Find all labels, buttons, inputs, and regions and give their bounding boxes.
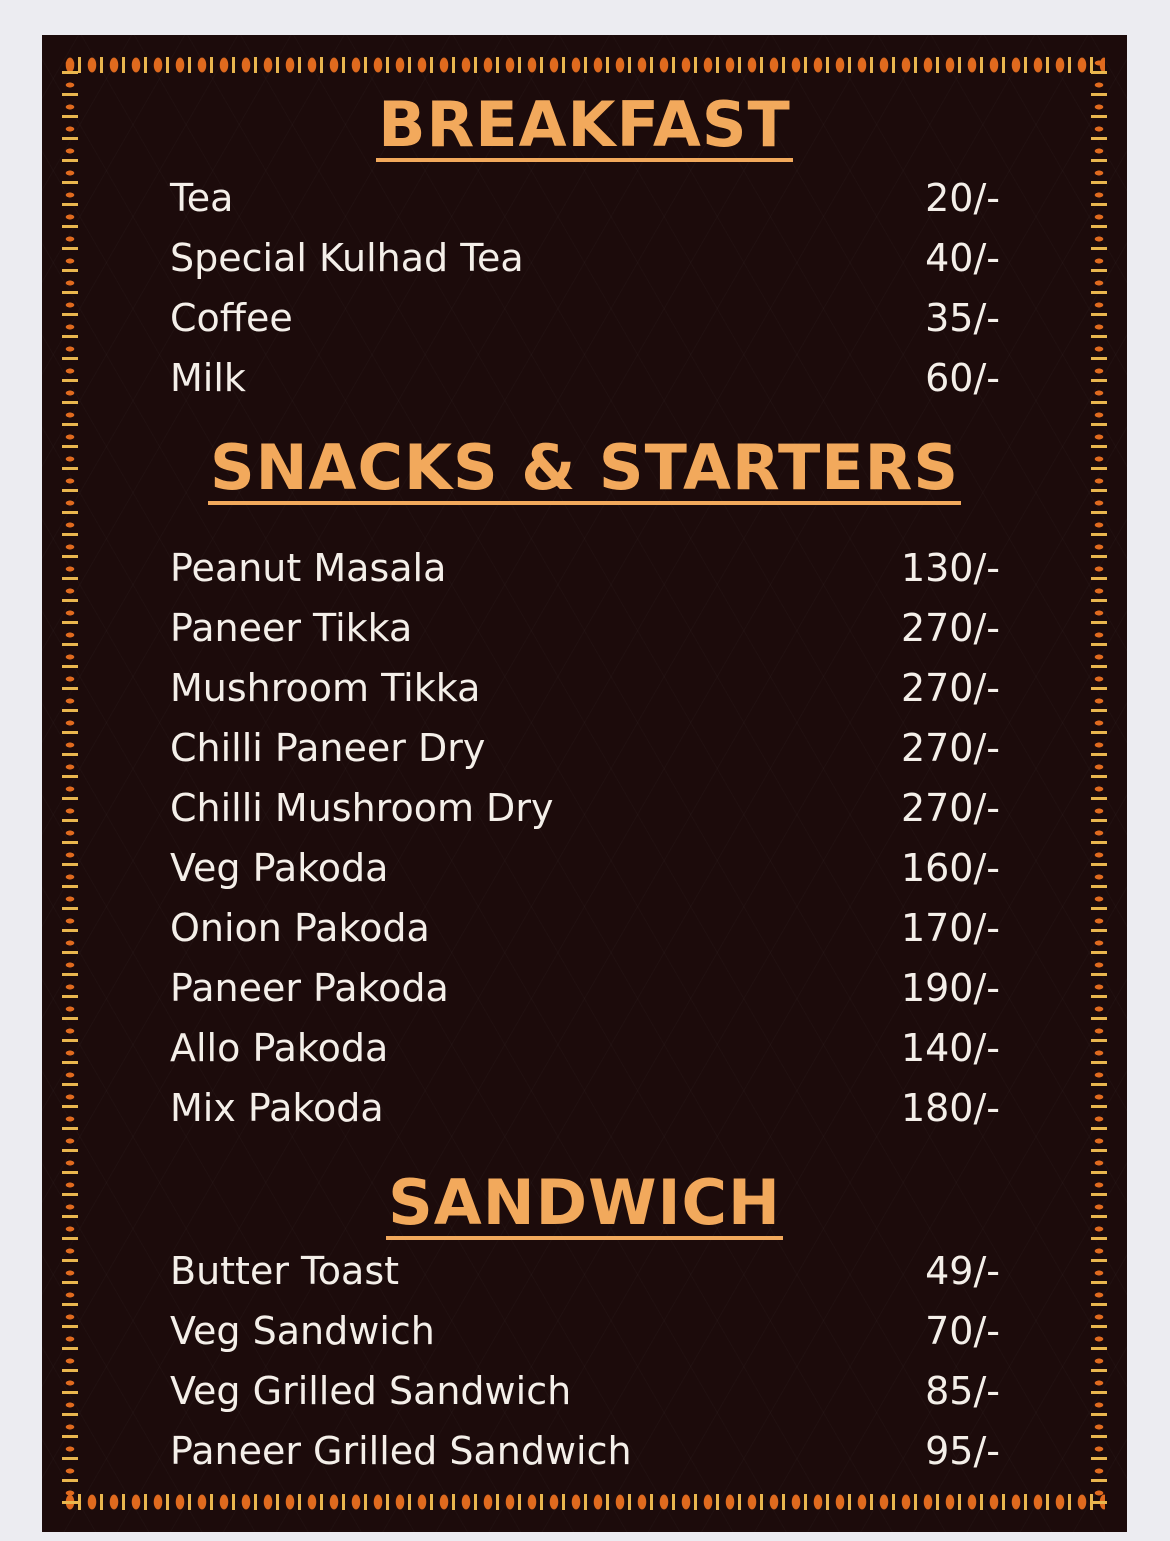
decorative-border-left — [62, 57, 78, 1510]
item-name: Veg Sandwich — [170, 1309, 435, 1353]
item-name: Paneer Tikka — [170, 606, 413, 650]
menu-item — [170, 898, 1000, 958]
section-title-snacks — [42, 433, 1127, 505]
item-name: Milk — [170, 356, 246, 400]
item-price: 140/- — [900, 1026, 1000, 1070]
section-title-snacks-text: SNACKS & STARTERS — [209, 431, 960, 504]
menu-item — [170, 168, 1000, 228]
item-name: Chilli Paneer Dry — [170, 726, 486, 770]
item-name: Onion Pakoda — [170, 906, 430, 950]
item-price: 35/- — [925, 296, 1000, 340]
item-name: Mushroom Tikka — [170, 666, 481, 710]
item-name: Special Kulhad Tea — [170, 236, 524, 280]
item-price: 70/- — [925, 1309, 1000, 1353]
menu-item — [170, 538, 1000, 598]
section-title-breakfast — [42, 90, 1127, 162]
menu-item — [170, 658, 1000, 718]
item-price: 190/- — [900, 966, 1000, 1010]
menu-item — [170, 228, 1000, 288]
menu-item — [170, 718, 1000, 778]
item-price: 60/- — [925, 356, 1000, 400]
item-price: 85/- — [925, 1369, 1000, 1413]
section-title-sandwich — [42, 1168, 1127, 1240]
item-price: 270/- — [900, 786, 1000, 830]
item-name: Peanut Masala — [170, 546, 447, 590]
menu-item — [170, 1421, 1000, 1481]
decorative-border-right — [1091, 57, 1107, 1510]
menu-item — [170, 1301, 1000, 1361]
item-name: Veg Pakoda — [170, 846, 389, 890]
item-price: 40/- — [925, 236, 1000, 280]
item-name: Tea — [170, 176, 234, 220]
sandwich-list — [170, 1241, 1000, 1481]
item-price: 160/- — [900, 846, 1000, 890]
item-price: 49/- — [925, 1249, 1000, 1293]
item-price: 20/- — [925, 176, 1000, 220]
section-title-sandwich-text: SANDWICH — [388, 1166, 781, 1239]
menu-item — [170, 958, 1000, 1018]
item-price: 270/- — [900, 726, 1000, 770]
item-name: Coffee — [170, 296, 293, 340]
item-name: Paneer Pakoda — [170, 966, 449, 1010]
snacks-list — [170, 538, 1000, 1138]
item-price: 95/- — [925, 1429, 1000, 1473]
breakfast-list — [170, 168, 1000, 408]
menu-item — [170, 1078, 1000, 1138]
menu-item — [170, 778, 1000, 838]
menu-item — [170, 1241, 1000, 1301]
menu-item — [170, 288, 1000, 348]
menu-item — [170, 838, 1000, 898]
item-name: Chilli Mushroom Dry — [170, 786, 554, 830]
item-name: Paneer Grilled Sandwich — [170, 1429, 632, 1473]
menu-item — [170, 1361, 1000, 1421]
item-price: 180/- — [900, 1086, 1000, 1130]
menu-item — [170, 1018, 1000, 1078]
menu-item — [170, 598, 1000, 658]
menu-card — [42, 35, 1127, 1532]
item-name: Butter Toast — [170, 1249, 400, 1293]
menu-item — [170, 348, 1000, 408]
decorative-border-bottom — [64, 1494, 1105, 1510]
item-price: 270/- — [900, 606, 1000, 650]
section-title-breakfast-text: BREAKFAST — [378, 88, 791, 161]
item-name: Allo Pakoda — [170, 1026, 389, 1070]
item-name: Mix Pakoda — [170, 1086, 384, 1130]
item-price: 130/- — [900, 546, 1000, 590]
item-price: 170/- — [900, 906, 1000, 950]
decorative-border-top — [64, 57, 1105, 73]
item-name: Veg Grilled Sandwich — [170, 1369, 572, 1413]
item-price: 270/- — [900, 666, 1000, 710]
